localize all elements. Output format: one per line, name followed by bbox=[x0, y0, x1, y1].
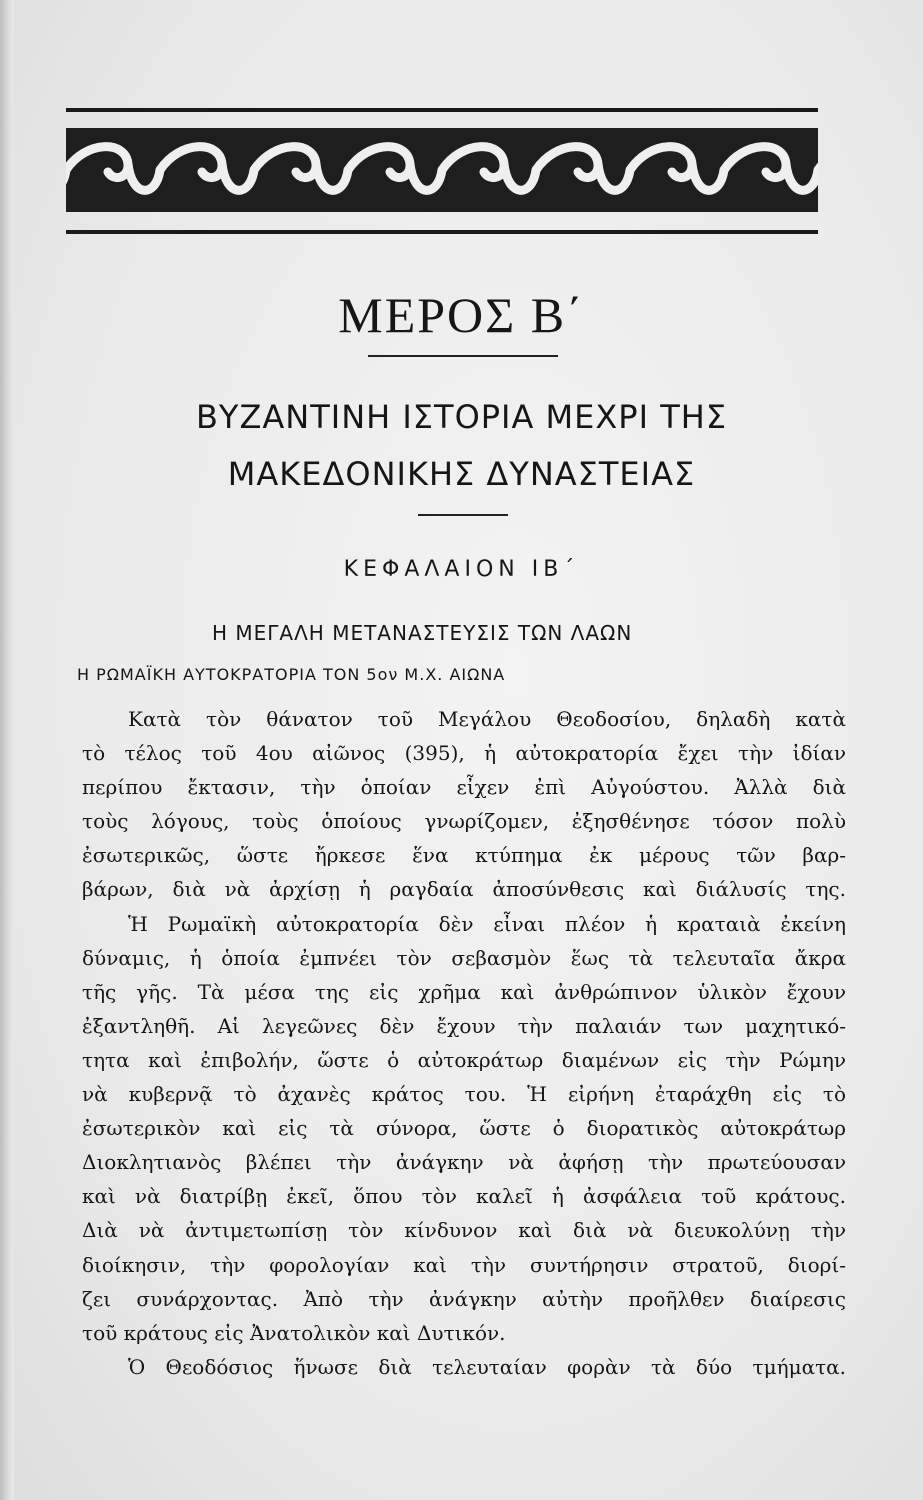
greek-wave-ornament-band bbox=[66, 108, 818, 234]
text-line: Κατὰ τὸν θάνατον τοῦ Μεγάλου Θεοδοσίου, δηλαδὴ κατὰ bbox=[128, 707, 846, 731]
text-line: νὰ κυβερνᾷ τὸ ἀχανὲς κράτος του. Ἡ εἰρήνη ἐταράχθη εἰς τὸ bbox=[82, 1082, 846, 1107]
body-text bbox=[82, 702, 846, 1384]
subtitle-migration: Η ΜΕΓΑΛΗ ΜΕΤΑΝΑΣΤΕΥΣΙΣ ΤΩΝ ΛΑΩΝ bbox=[212, 621, 633, 645]
text-line: τητα καὶ ἐπιβολήν, ὥστε ὁ αὐτοκράτωρ διαμένων εἰς τὴν Ρώμην bbox=[82, 1047, 846, 1072]
text-line: Διὰ νὰ ἀντιμετωπίσῃ τὸν κίνδυνον καὶ διὰ νὰ διευκολύνῃ τὴν bbox=[82, 1218, 846, 1243]
text-line: καὶ νὰ διατρίβῃ ἐκεῖ, ὅπου τὸν καλεῖ ἡ ἀσφάλεια τοῦ κράτους. bbox=[82, 1184, 846, 1209]
text-line: Διοκλητιανὸς βλέπει τὴν ἀνάγκην νὰ ἀφήσῃ τὴν πρωτεύουσαν bbox=[82, 1150, 846, 1175]
text-line: περίπου ἔκτασιν, τὴν ὁποίαν εἶχεν ἐπὶ Αὐγούστου. Ἀλλὰ διὰ bbox=[82, 775, 846, 800]
section-title-line-1: ΒΥΖΑΝΤΙΝΗ ΙΣΤΟΡΙΑ ΜΕΧΡΙ ΤΗΣ bbox=[195, 398, 728, 436]
chapter-heading: ΚΕΦΑΛΑΙΟΝ ΙΒ΄ bbox=[343, 557, 580, 582]
text-line: τῆς γῆς. Τὰ μέσα της εἰς χρῆμα καὶ ἀνθρώπινον ὑλικὸν ἔχουν bbox=[82, 979, 846, 1004]
text-line: Ὁ Θεοδόσιος ἥνωσε διὰ τελευταίαν φορὰν τὰ δύο τμήματα. bbox=[128, 1354, 846, 1379]
text-line: δύναμις, ἡ ὁποία ἐμπνέει τὸν σεβασμὸν ἕως τὰ τελευταῖα ἄκρα bbox=[82, 945, 846, 970]
text-line: διοίκησιν, τὴν φορολογίαν καὶ τὴν συντήρησιν στρατοῦ, διορί- bbox=[82, 1252, 846, 1277]
text-line: ζει συνάρχοντας. Ἀπὸ τὴν ἀνάγκην αὐτὴν προῆλθεν διαίρεσις bbox=[82, 1286, 846, 1311]
text-line: βάρων, διὰ νὰ ἀρχίσῃ ἡ ραγδαία ἀποσύνθεσις καὶ διάλυσίς της. bbox=[82, 877, 846, 902]
text-line: τὸ τέλος τοῦ 4ου αἰῶνος (395), ἡ αὐτοκρατορία ἔχει τὴν ἰδίαν bbox=[82, 741, 846, 766]
text-line: ἐσωτερικὸν καὶ εἰς τὰ σύνορα, ὥστε ὁ διορατικὸς αὐτοκράτωρ bbox=[82, 1116, 846, 1141]
book-binding-shadow bbox=[0, 0, 14, 1500]
text-line: τοὺς λόγους, τοὺς ὁποίους γνωρίζομεν, ἐξησθένησε τόσον πολὺ bbox=[82, 809, 846, 834]
text-line: Ἡ Ρωμαϊκὴ αὐτοκρατορία δὲν εἶναι πλέον ἡ κραταιὰ ἐκείνη bbox=[128, 911, 846, 936]
section-title-line-2: ΜΑΚΕΔΟΝΙΚΗΣ ΔΥΝΑΣΤΕΙΑΣ bbox=[227, 455, 696, 493]
part-title: ΜΕΡΟΣ Β΄ bbox=[338, 287, 585, 343]
part-title-rule bbox=[368, 355, 558, 357]
section-divider bbox=[418, 514, 508, 516]
text-line: τοῦ κράτους εἰς Ἀνατολικὸν καὶ Δυτικόν. bbox=[82, 1320, 506, 1345]
text-line: ἐξαντληθῆ. Αἱ λεγεῶνες δὲν ἔχουν τὴν παλαιάν των μαχητικό- bbox=[82, 1013, 846, 1038]
subtitle-roman-empire: Η ΡΩΜΑΪΚΗ ΑΥΤΟΚΡΑΤΟΡΙΑ ΤΟΝ 5ον Μ.Χ. ΑΙΩΝΑ bbox=[77, 665, 506, 684]
text-line: ἐσωτερικῶς, ὥστε ἤρκεσε ἕνα κτύπημα ἐκ μέρους τῶν βαρ- bbox=[82, 843, 846, 868]
